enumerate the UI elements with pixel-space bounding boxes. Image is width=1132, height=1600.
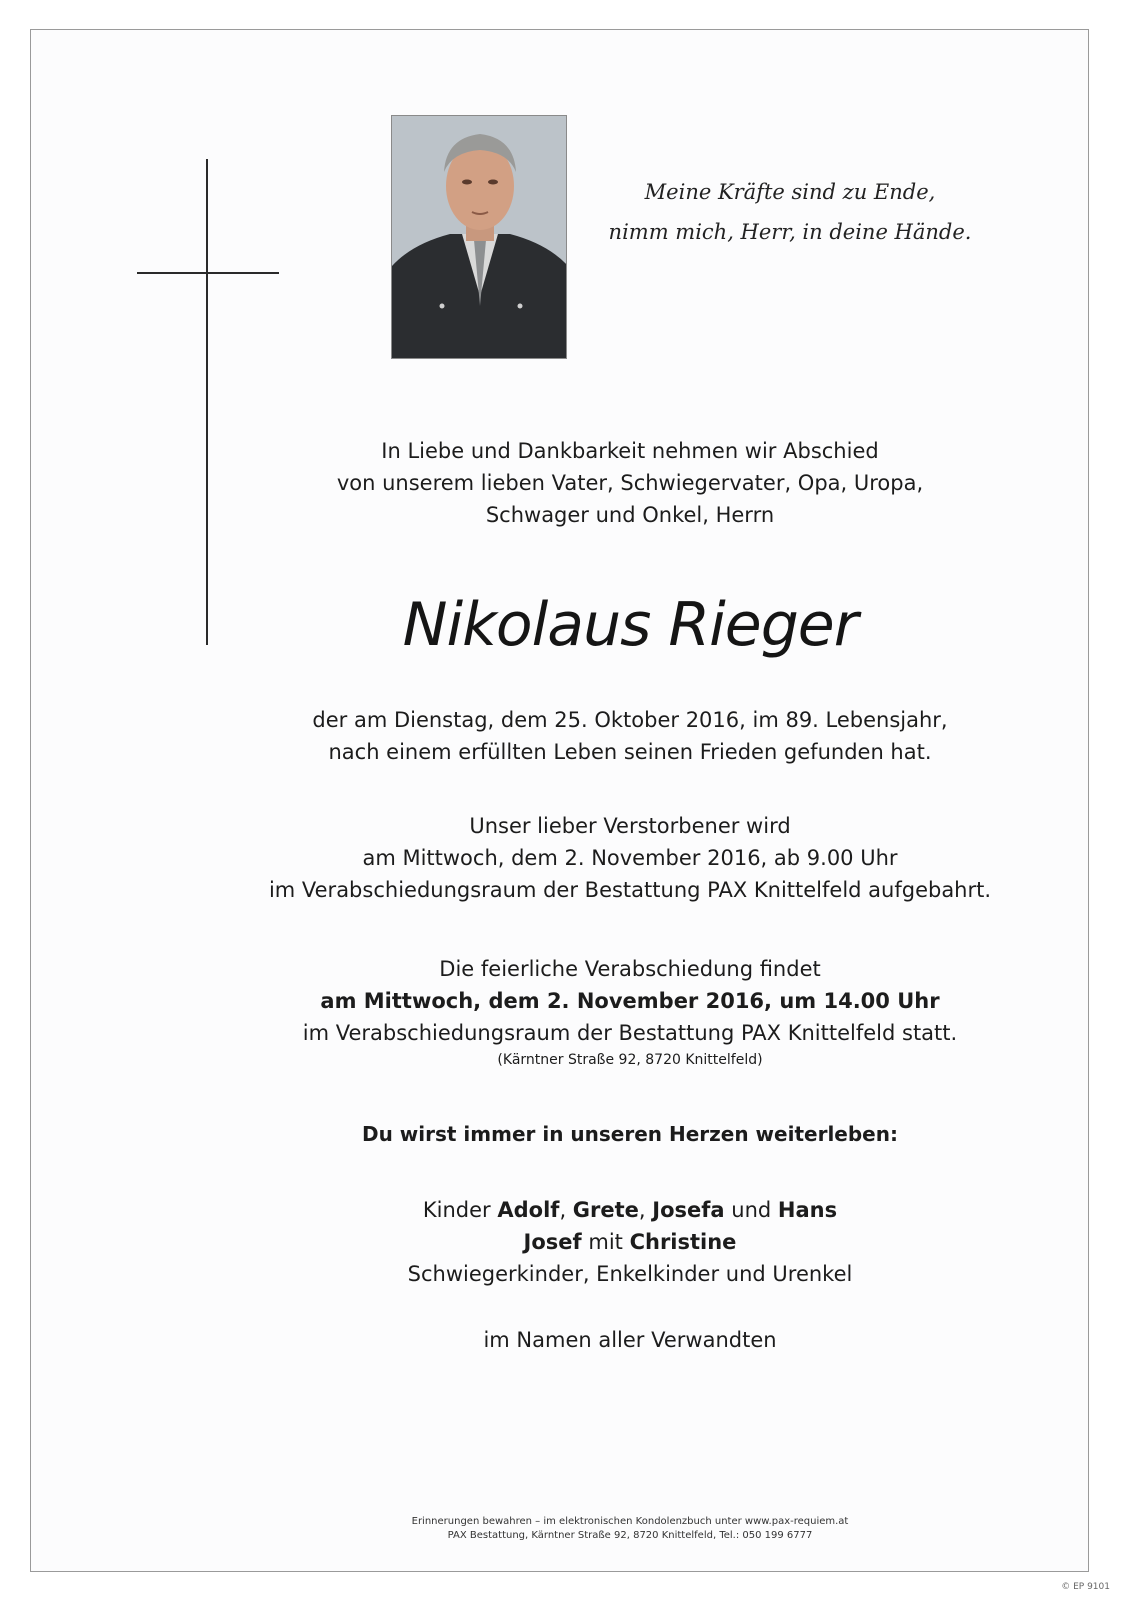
ceremony-line: im Verabschiedungsraum der Bestattung PAX Knittelfeld statt. [302, 1021, 958, 1045]
motto: Du wirst immer in unseren Herzen weiterleben: [362, 1122, 898, 1146]
death-notice [230, 704, 1030, 768]
ceremony-address: (Kärntner Straße 92, 8720 Knittelfeld) [497, 1052, 763, 1068]
footer-line: Erinnerungen bewahren – im elektronischen Kondolenzbuch unter www.pax-requiem.at [411, 1516, 849, 1527]
cross-icon-vertical [206, 159, 208, 645]
verse [590, 172, 990, 252]
ceremony-date: am Mittwoch, dem 2. November 2016, um 14.00 Uhr [320, 989, 940, 1013]
intro-line: von unserem lieben Vater, Schwiegervater, Opa, Uropa, [336, 471, 924, 495]
wake-line: Unser lieber Verstorbener wird [469, 814, 791, 838]
conjunction: und [731, 1198, 772, 1222]
josef-line [230, 1226, 1030, 1258]
children-line: Kinder Adolf, Grete, Josefa und Hans [422, 1198, 838, 1222]
wake-line: im Verabschiedungsraum der Bestattung PAX Knittelfeld aufgebahrt. [268, 878, 992, 902]
kinder-label: Kinder [422, 1198, 491, 1222]
wake-notice [230, 810, 1030, 906]
relatives-line: Schwiegerkinder, Enkelkinder und Urenkel [407, 1262, 853, 1286]
footer-line: PAX Bestattung, Kärntner Straße 92, 8720 Knittelfeld, Tel.: 050 199 6777 [447, 1530, 813, 1541]
child-name: Adolf [497, 1198, 560, 1222]
intro-text [230, 435, 1030, 531]
intro-line: In Liebe und Dankbarkeit nehmen wir Abschied [381, 439, 879, 463]
child-name: Grete [572, 1198, 639, 1222]
footer [230, 1515, 1030, 1543]
relative-name: Josef [523, 1230, 582, 1254]
portrait-photo [391, 115, 567, 359]
ceremony-line: Die feierliche Verabschiedung findet [439, 957, 821, 981]
cross-icon-horizontal [137, 272, 279, 274]
wake-line: am Mittwoch, dem 2. November 2016, ab 9.00 Uhr [362, 846, 898, 870]
verse-line: nimm mich, Herr, in deine Hände. [608, 220, 972, 244]
family-list [230, 1194, 1030, 1290]
child-name: Josefa [652, 1198, 725, 1222]
verse-line: Meine Kräfte sind zu Ende, [644, 180, 936, 204]
death-line: der am Dienstag, dem 25. Oktober 2016, im 89. Lebensjahr, [312, 708, 948, 732]
child-name: Hans [777, 1198, 838, 1222]
closing-line: im Namen aller Verwandten [483, 1328, 777, 1352]
relative-name: Christine [629, 1230, 737, 1254]
conjunction: mit [588, 1230, 623, 1254]
death-line: nach einem erfüllten Leben seinen Frieden gefunden hat. [328, 740, 932, 764]
deceased-name: Nikolaus Rieger [402, 590, 858, 660]
print-code: © EP 9101 [1061, 1582, 1110, 1592]
ceremony-notice [230, 953, 1030, 1071]
intro-line: Schwager und Onkel, Herrn [485, 503, 775, 527]
